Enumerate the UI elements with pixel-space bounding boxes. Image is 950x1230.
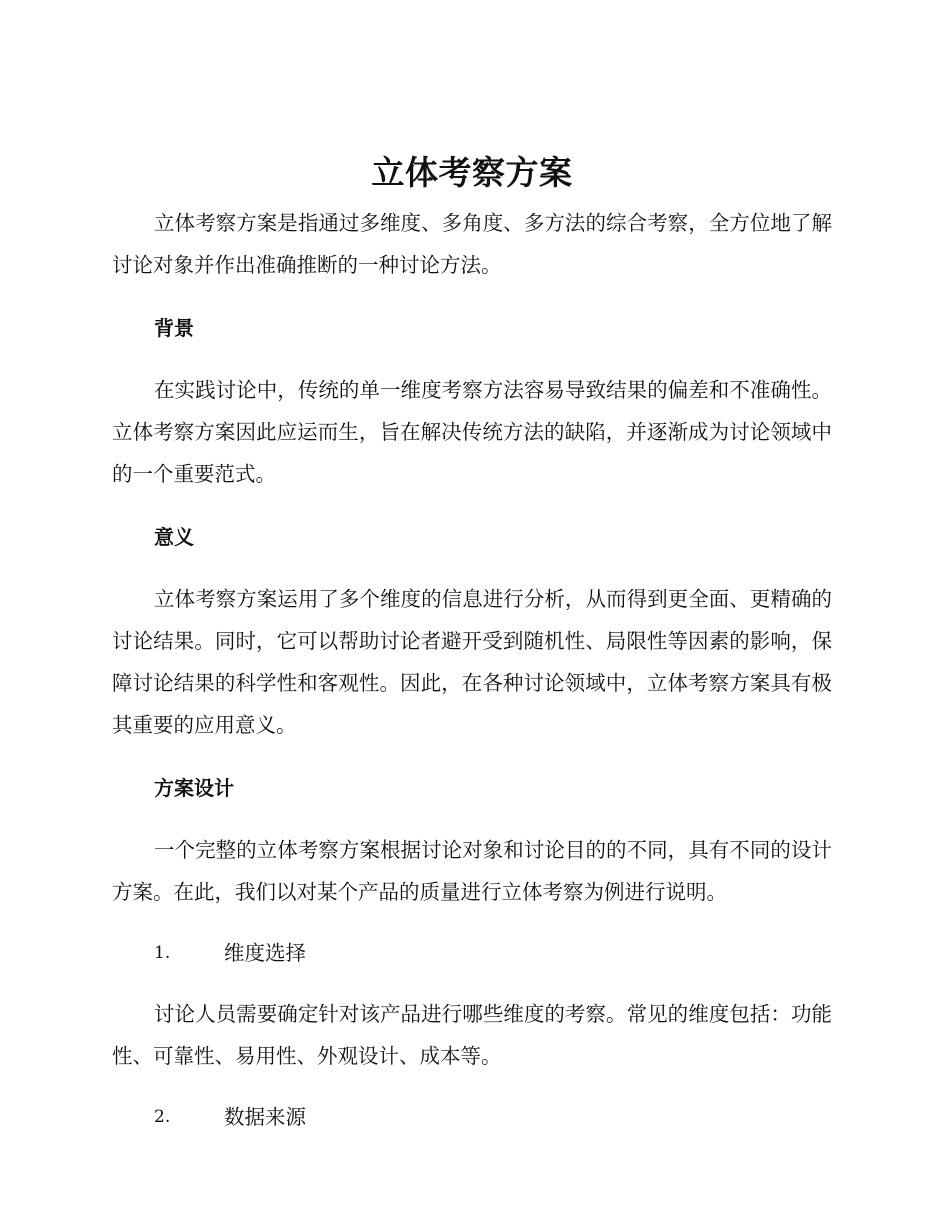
section-heading-significance: 意义 bbox=[154, 525, 194, 549]
section-heading-design: 方案设计 bbox=[154, 776, 234, 800]
list-label: 数据来源 bbox=[224, 1105, 306, 1129]
document-title: 立体考察方案 bbox=[371, 153, 573, 192]
design-paragraph: 一个完整的立体考察方案根据讨论对象和讨论目的的不同，具有不同的设计方案。在此，我们以对某个产品的质量进行立体考察为例进行说明。 bbox=[112, 838, 832, 904]
list-item-data-source bbox=[112, 1096, 832, 1138]
background-paragraph: 在实践讨论中，传统的单一维度考察方法容易导致结果的偏差和不准确性。立体考察方案因此应运而生，旨在解决传统方法的缺陷，并逐渐成为讨论领域中的一个重要范式。 bbox=[112, 378, 832, 486]
document-page bbox=[112, 150, 832, 1157]
list-number: 2. bbox=[154, 1107, 171, 1127]
list-item-dimension-selection bbox=[112, 932, 832, 974]
list-label: 维度选择 bbox=[224, 941, 306, 965]
section-heading-background: 背景 bbox=[154, 316, 194, 340]
dimension-selection-paragraph: 讨论人员需要确定针对该产品进行哪些维度的考察。常见的维度包括：功能性、可靠性、易用性、外观设计、成本等。 bbox=[112, 1002, 832, 1068]
list-number: 1. bbox=[154, 943, 171, 963]
intro-paragraph: 立体考察方案是指通过多维度、多角度、多方法的综合考察，全方位地了解讨论对象并作出准确推断的一种讨论方法。 bbox=[112, 211, 832, 277]
significance-paragraph: 立体考察方案运用了多个维度的信息进行分析，从而得到更全面、更精确的讨论结果。同时，它可以帮助讨论者避开受到随机性、局限性等因素的影响，保障讨论结果的科学性和客观性。因此，在各种讨论领域中，立体考察方案具有极其重要的应用意义。 bbox=[112, 587, 832, 737]
